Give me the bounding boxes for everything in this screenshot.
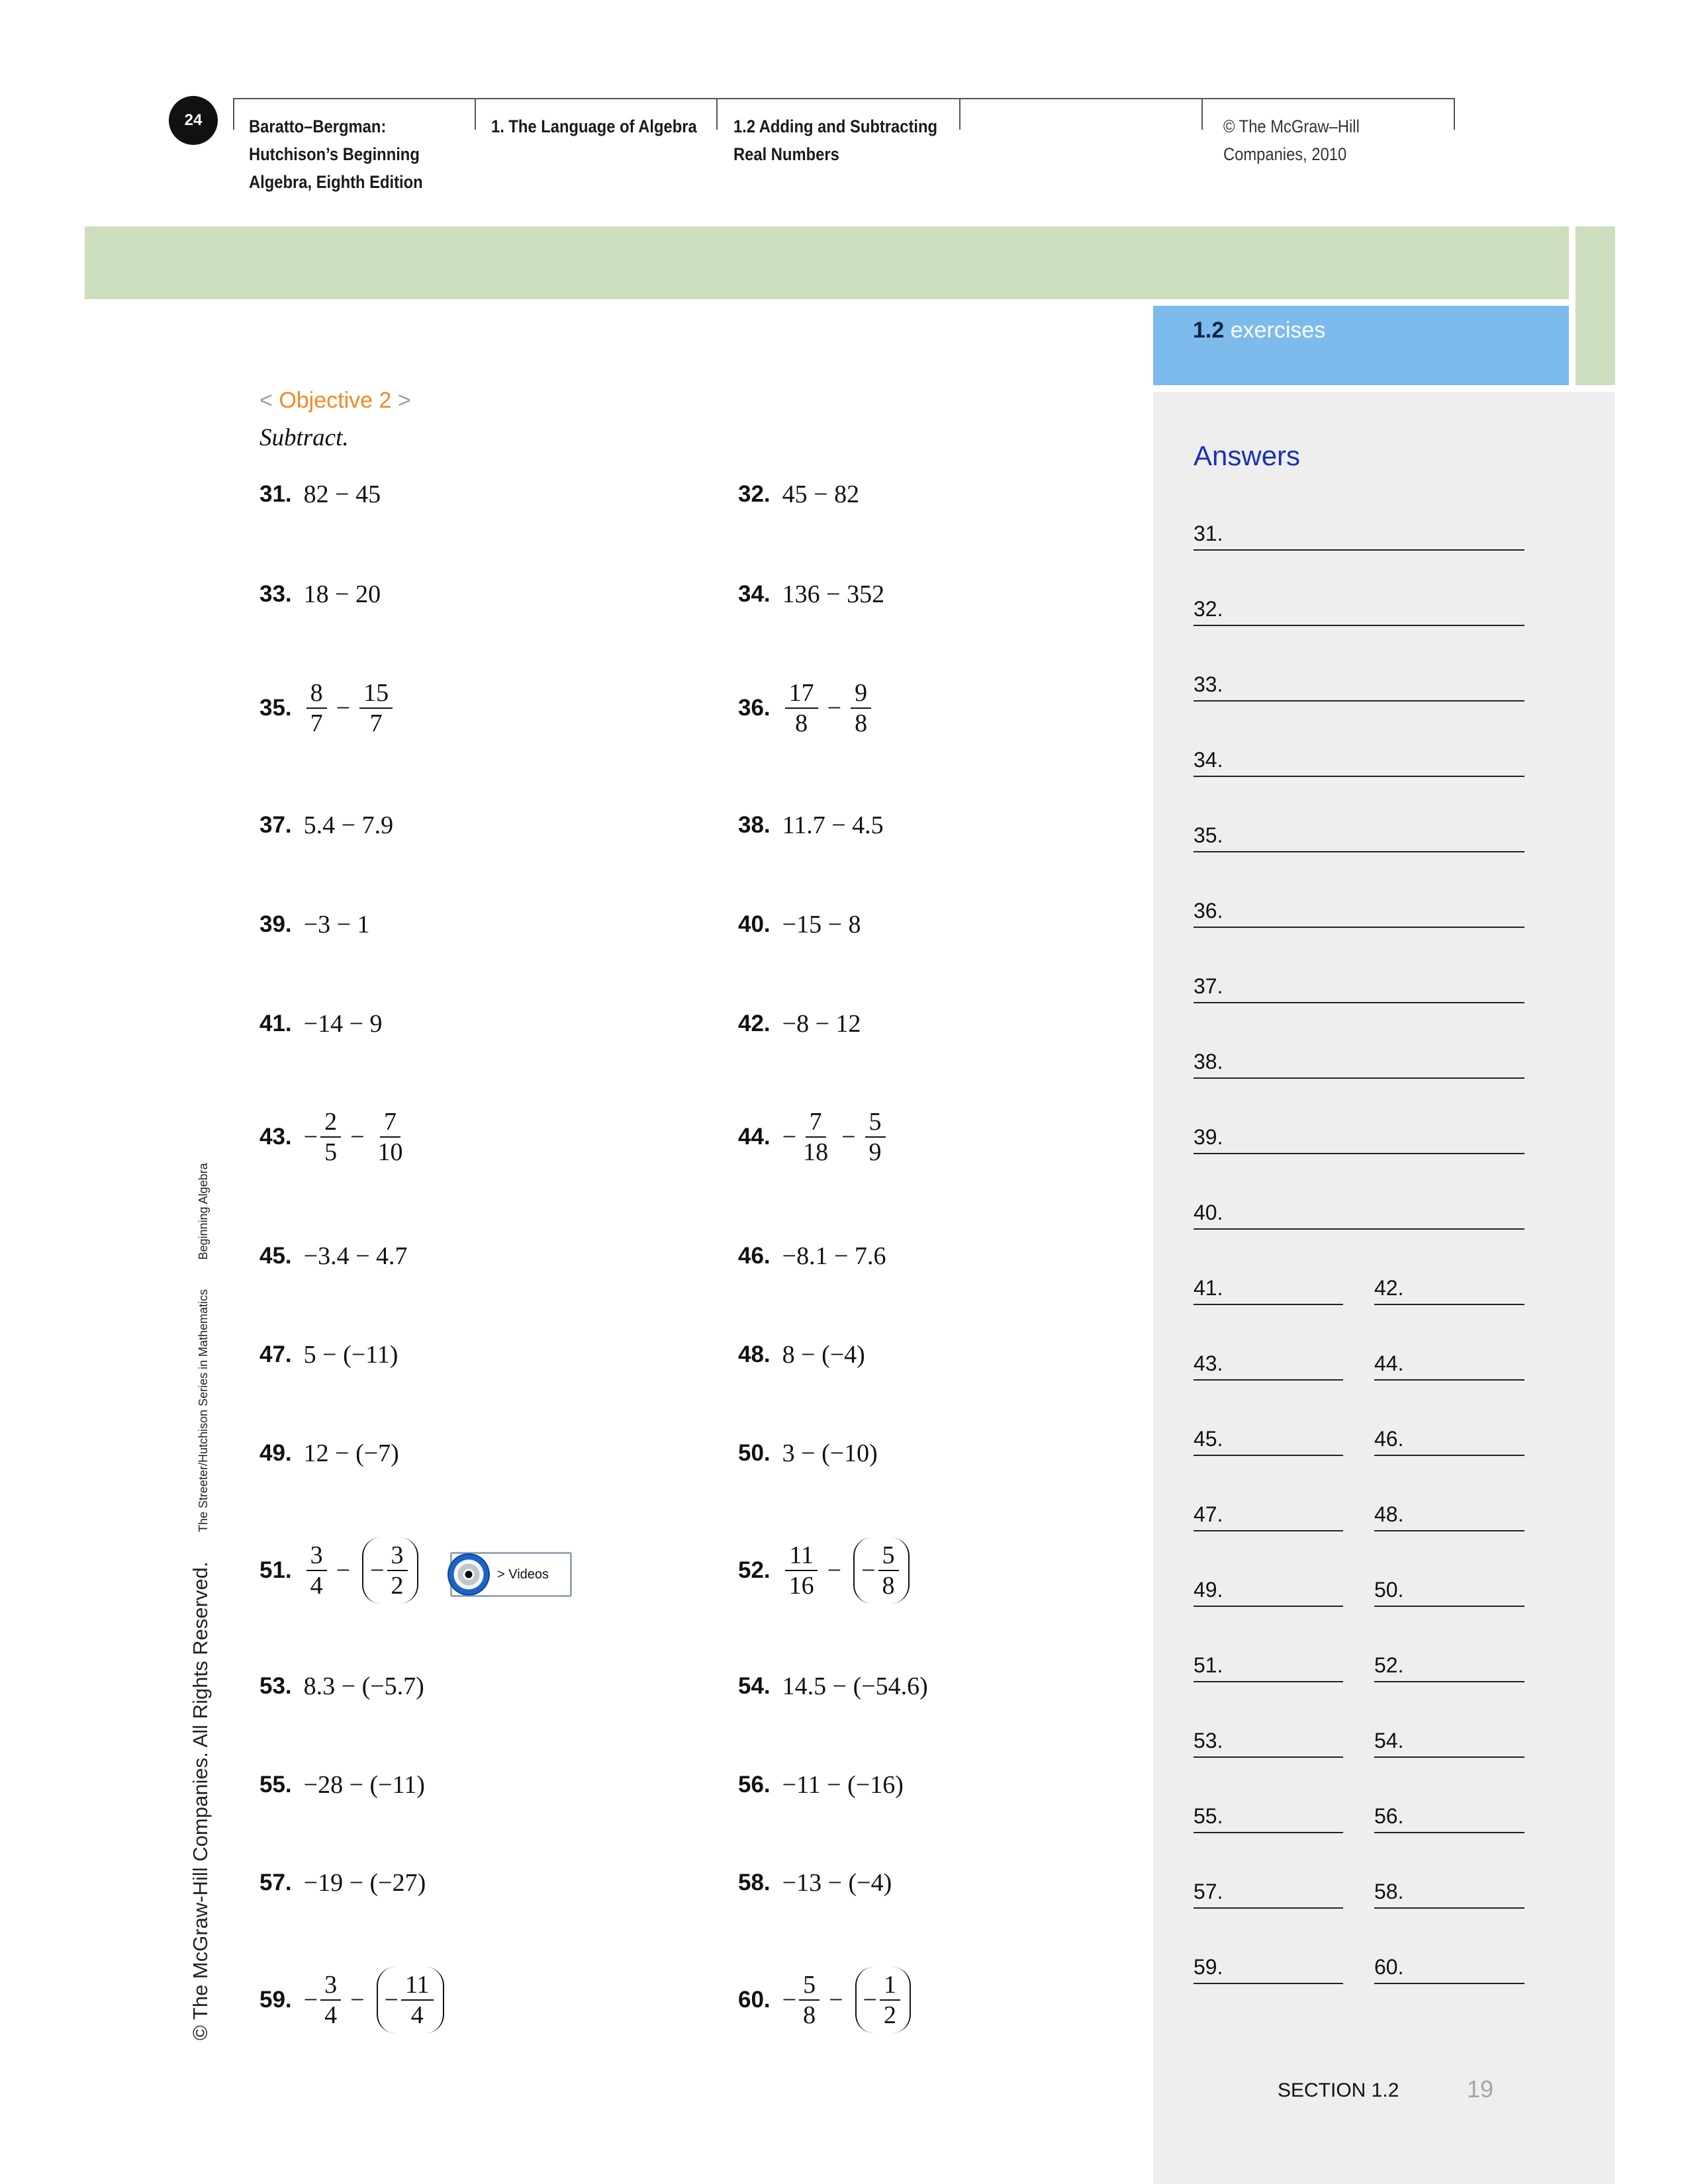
header-book-title: Baratto–Bergman: Hutchison’s Beginning Algebra, Eighth Edition	[249, 116, 423, 192]
problem-expression: −13 − (−4)	[782, 1869, 892, 1897]
problem-number: 56.	[738, 1772, 771, 1797]
negative-sign: −	[370, 1557, 385, 1584]
minus-operator: −	[827, 1557, 842, 1584]
problem-expression: 18 − 20	[303, 580, 381, 608]
problem-44	[738, 1109, 888, 1165]
problem-59	[259, 1967, 444, 2033]
problem-expression: −8 − 12	[782, 1010, 861, 1038]
header-divider	[959, 98, 961, 130]
parenthesized-term	[362, 1537, 418, 1604]
problem-number: 41.	[259, 1011, 292, 1036]
problem-number: 54.	[738, 1673, 771, 1699]
instruction-text: Subtract.	[259, 424, 349, 451]
answer-blank-39[interactable]: 39.	[1194, 1121, 1524, 1154]
problem-expression: 3 − (−10)	[782, 1439, 878, 1467]
problem-number: 45.	[259, 1243, 292, 1269]
answer-blank-41[interactable]: 41.	[1194, 1272, 1343, 1305]
problem-49	[259, 1439, 399, 1468]
problem-expression: −8.1 − 7.6	[782, 1242, 886, 1270]
problem-expression: −19 − (−27)	[303, 1869, 426, 1897]
problem-number: 51.	[259, 1557, 292, 1583]
problem-number: 43.	[259, 1124, 292, 1150]
problem-47	[259, 1340, 398, 1369]
problem-41	[259, 1009, 383, 1038]
problem-48	[738, 1340, 865, 1369]
answer-blank-43[interactable]: 43.	[1194, 1347, 1343, 1381]
fraction: $\frac{11}{4}$	[401, 1972, 434, 2028]
side-book: Beginning Algebra	[197, 1163, 210, 1260]
answer-blank-38[interactable]: 38.	[1194, 1046, 1524, 1079]
problem-33	[259, 580, 381, 609]
answer-blank-60[interactable]: 60.	[1374, 1951, 1524, 1984]
negative-sign: −	[863, 1986, 877, 2014]
fraction: $\frac{3}{2}$	[387, 1542, 408, 1599]
answer-blank-42[interactable]: 42.	[1374, 1272, 1524, 1305]
minus-operator: −	[350, 1986, 365, 2014]
problem-number: 38.	[738, 812, 771, 838]
header-divider	[1454, 98, 1455, 130]
fraction: $\frac{7}{18}$	[803, 1108, 829, 1166]
negative-sign: −	[303, 1123, 318, 1151]
answer-blank-31[interactable]: 31.	[1194, 518, 1524, 551]
problem-36	[738, 680, 874, 737]
problem-expression: 8 − (−4)	[782, 1341, 865, 1369]
fraction: $\frac{1}{2}$	[880, 1972, 900, 2028]
fraction: $\frac{5}{8}$	[878, 1542, 899, 1599]
answer-blank-58[interactable]: 58.	[1374, 1876, 1524, 1909]
fraction: $\frac{17}{8}$	[785, 680, 818, 737]
answer-blank-55[interactable]: 55.	[1194, 1800, 1343, 1833]
answer-blank-50[interactable]: 50.	[1374, 1574, 1524, 1607]
problem-number: 57.	[259, 1870, 292, 1895]
problem-number: 35.	[259, 695, 292, 721]
answer-blank-48[interactable]: 48.	[1374, 1498, 1524, 1531]
problem-45	[259, 1242, 408, 1271]
answer-blank-44[interactable]: 44.	[1374, 1347, 1524, 1381]
problem-expression: 11.7 − 4.5	[782, 811, 884, 839]
header-section: 1.2 Adding and Subtracting Real Numbers	[733, 116, 938, 164]
problem-32	[738, 480, 859, 509]
answer-blank-59[interactable]: 59.	[1194, 1951, 1343, 1984]
answer-blank-57[interactable]: 57.	[1194, 1876, 1343, 1909]
problem-number: 58.	[738, 1870, 771, 1895]
fraction: $\frac{15}{7}$	[359, 680, 393, 737]
negative-sign: −	[861, 1557, 876, 1584]
video-disc-icon	[449, 1555, 488, 1594]
minus-operator: −	[336, 1557, 351, 1584]
problem-number: 44.	[738, 1124, 771, 1150]
fraction: $\frac{7}{10}$	[377, 1108, 403, 1166]
side-copyright-text	[189, 1163, 212, 2040]
problem-60	[738, 1967, 911, 2033]
footer-page-number: 19	[1467, 2075, 1494, 2103]
problem-expression: 5.4 − 7.9	[303, 811, 394, 839]
answer-blank-33[interactable]: 33.	[1194, 668, 1524, 702]
problem-37	[259, 811, 393, 840]
problem-expression: 5 − (−11)	[303, 1341, 399, 1369]
green-side-strip	[1575, 226, 1615, 385]
problem-expression: 45 − 82	[782, 480, 860, 508]
problem-expression: 136 − 352	[782, 580, 885, 608]
problem-number: 55.	[259, 1772, 292, 1797]
problem-expression: −14 − 9	[303, 1010, 383, 1038]
problem-expression: −11 − (−16)	[782, 1771, 904, 1799]
problem-31	[259, 480, 381, 509]
problem-51	[259, 1537, 418, 1604]
side-series: The Streeter/Hutchison Series in Mathematics	[197, 1289, 210, 1533]
problem-number: 53.	[259, 1673, 292, 1699]
fraction: $\frac{5}{8}$	[799, 1972, 820, 2028]
answer-blank-52[interactable]: 52.	[1374, 1649, 1524, 1682]
problem-54	[738, 1672, 928, 1701]
answer-blank-35[interactable]: 35.	[1194, 819, 1524, 852]
problem-35	[259, 680, 395, 737]
negative-sign: −	[782, 1986, 797, 2014]
answer-blank-45[interactable]: 45.	[1194, 1423, 1343, 1456]
objective-open-chevron: <	[259, 388, 273, 413]
fraction: $\frac{5}{9}$	[865, 1109, 886, 1165]
parenthesized-term	[377, 1967, 444, 2033]
problem-expression: 14.5 − (−54.6)	[782, 1672, 928, 1700]
problem-number: 36.	[738, 695, 771, 721]
problem-58	[738, 1868, 892, 1897]
problem-40	[738, 910, 861, 939]
negative-sign: −	[303, 1986, 318, 2014]
answer-blank-46[interactable]: 46.	[1374, 1423, 1524, 1456]
page-number-badge: 24	[169, 96, 218, 145]
problem-55	[259, 1770, 425, 1799]
problem-number: 34.	[738, 581, 771, 607]
green-banner	[85, 226, 1569, 299]
videos-button-label: > Videos	[497, 1567, 549, 1582]
problem-number: 46.	[738, 1243, 771, 1269]
problem-53	[259, 1672, 424, 1701]
problem-number: 42.	[738, 1011, 771, 1036]
problem-expression: −28 − (−11)	[303, 1771, 425, 1799]
minus-operator: −	[350, 1123, 365, 1151]
header-chapter: 1. The Language of Algebra	[491, 116, 697, 136]
answer-blank-40[interactable]: 40.	[1194, 1197, 1524, 1230]
problem-number: 31.	[259, 481, 292, 507]
problem-expression: −3 − 1	[303, 911, 370, 938]
answer-blank-34[interactable]: 34.	[1194, 744, 1524, 777]
answer-blank-54[interactable]: 54.	[1374, 1725, 1524, 1758]
problem-number: 32.	[738, 481, 771, 507]
header-divider	[233, 98, 234, 130]
parenthesized-term	[853, 1537, 909, 1604]
side-copyright: © The McGraw-Hill Companies. All Rights Reserved.	[189, 1561, 212, 2040]
fraction: $\frac{3}{4}$	[306, 1542, 327, 1599]
problem-50	[738, 1439, 878, 1468]
fraction: $\frac{8}{7}$	[306, 680, 327, 737]
minus-operator: −	[827, 694, 842, 722]
problem-expression: 8.3 − (−5.7)	[303, 1672, 424, 1700]
problem-42	[738, 1009, 861, 1038]
header-divider	[716, 98, 718, 130]
answer-blank-56[interactable]: 56.	[1374, 1800, 1524, 1833]
problem-52	[738, 1537, 910, 1604]
answer-blank-37[interactable]: 37.	[1194, 970, 1524, 1003]
header-divider	[1201, 98, 1203, 130]
footer-section-label: SECTION 1.2	[1278, 2079, 1399, 2101]
problem-expression: 12 − (−7)	[303, 1439, 399, 1467]
negative-sign: −	[782, 1123, 797, 1151]
problem-number: 40.	[738, 911, 771, 937]
objective-label	[259, 388, 411, 414]
parenthesized-term	[855, 1967, 911, 2033]
problem-46	[738, 1242, 886, 1271]
minus-operator: −	[336, 694, 351, 722]
answer-blank-47[interactable]: 47.	[1194, 1498, 1343, 1531]
negative-sign: −	[384, 1986, 399, 2014]
fraction: $\frac{2}{5}$	[320, 1109, 341, 1165]
answers-title: Answers	[1194, 440, 1301, 471]
videos-button[interactable]	[450, 1552, 572, 1597]
problem-number: 33.	[259, 581, 292, 607]
objective-text: Objective 2	[279, 388, 392, 413]
problem-number: 50.	[738, 1440, 771, 1466]
answer-blank-53[interactable]: 53.	[1194, 1725, 1343, 1758]
problem-43	[259, 1109, 410, 1165]
problem-number: 49.	[259, 1440, 292, 1466]
answer-blank-49[interactable]: 49.	[1194, 1574, 1343, 1607]
answer-blank-51[interactable]: 51.	[1194, 1649, 1343, 1682]
exercises-tab	[1153, 306, 1569, 385]
minus-operator: −	[841, 1123, 856, 1151]
header-copyright: © The McGraw–Hill Companies, 2010	[1223, 116, 1360, 164]
problem-38	[738, 811, 884, 840]
problem-number: 47.	[259, 1342, 292, 1367]
problem-39	[259, 910, 370, 939]
answer-blank-32[interactable]: 32.	[1194, 593, 1524, 626]
problem-34	[738, 580, 884, 609]
objective-close-chevron: >	[397, 388, 411, 413]
answer-blank-36[interactable]: 36.	[1194, 895, 1524, 928]
problem-number: 39.	[259, 911, 292, 937]
problem-number: 48.	[738, 1342, 771, 1367]
problem-expression: −3.4 − 4.7	[303, 1242, 408, 1270]
minus-operator: −	[829, 1986, 843, 2014]
problem-expression: −15 − 8	[782, 911, 861, 938]
problem-number: 37.	[259, 812, 292, 838]
problem-number: 60.	[738, 1987, 771, 2013]
fraction: $\frac{3}{4}$	[320, 1972, 341, 2028]
fraction: $\frac{11}{16}$	[785, 1542, 818, 1599]
tab-label: exercises	[1230, 318, 1326, 343]
fraction: $\frac{9}{8}$	[851, 680, 871, 737]
problem-expression: 82 − 45	[303, 480, 381, 508]
header-divider	[475, 98, 476, 130]
problem-number: 59.	[259, 1987, 292, 2013]
problem-57	[259, 1868, 426, 1897]
problem-56	[738, 1770, 904, 1799]
tab-section-number: 1.2	[1193, 318, 1225, 343]
problem-number: 52.	[738, 1557, 771, 1583]
